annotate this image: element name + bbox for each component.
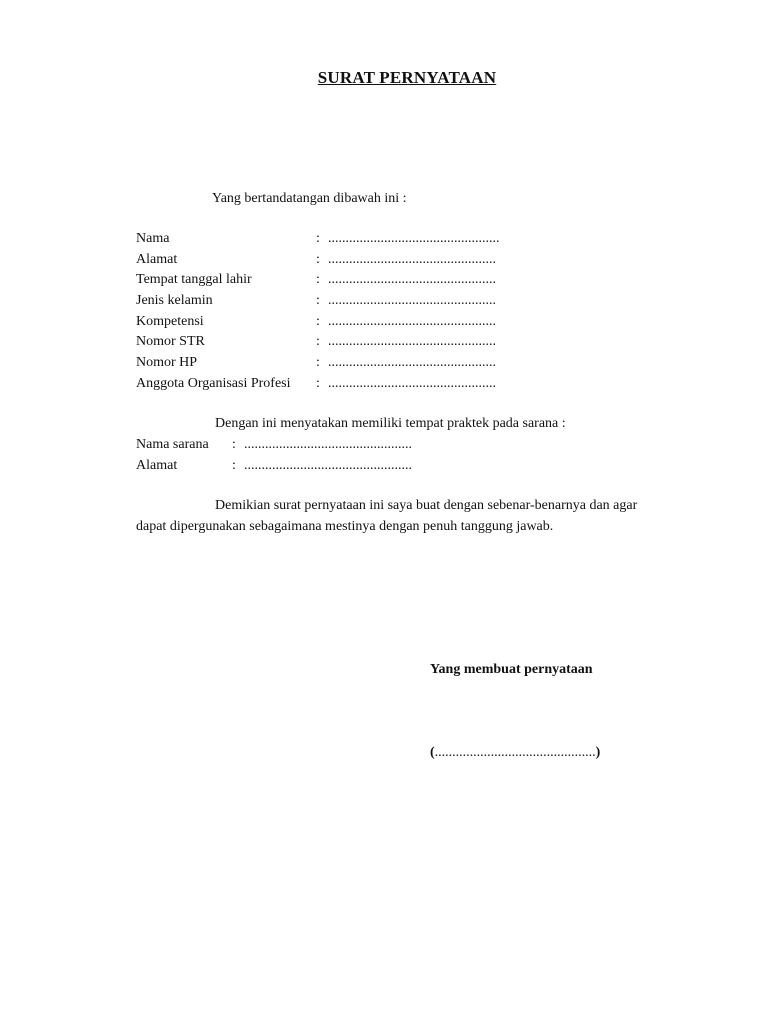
field-colon: : — [316, 314, 320, 329]
field-colon: : — [316, 355, 320, 370]
field-label: Tempat tanggal lahir — [136, 272, 252, 287]
intro-text: Yang bertandatangan dibawah ini : — [212, 191, 407, 206]
field-colon: : — [316, 334, 320, 349]
field-blank: ................................................ — [328, 334, 496, 349]
field-label: Nomor STR — [136, 334, 205, 349]
field-colon: : — [232, 458, 236, 473]
field-anggota-organisasi — [136, 374, 656, 394]
field-blank: ................................................ — [244, 458, 412, 473]
document-title: SURAT PERNYATAAN — [317, 68, 497, 87]
field-label: Nomor HP — [136, 355, 198, 370]
field-kompetensi — [136, 312, 656, 332]
field-colon: : — [316, 293, 320, 308]
field-alamat-sarana — [136, 456, 536, 476]
statement-text: Dengan ini menyatakan memiliki tempat praktek pada sarana : — [215, 416, 566, 431]
signature-line — [430, 743, 600, 763]
field-jenis-kelamin — [136, 291, 656, 311]
field-colon: : — [232, 437, 236, 452]
field-colon: : — [316, 252, 320, 267]
field-blank: ................................................ — [328, 272, 496, 287]
closing-text-line-1: Demikian surat pernyataan ini saya buat dengan sebenar-benarnya dan agar — [215, 498, 638, 513]
field-label: Jenis kelamin — [136, 293, 213, 308]
field-blank: ................................................ — [328, 293, 496, 308]
field-label: Nama — [136, 231, 170, 246]
signature-open-paren: ( — [430, 745, 435, 760]
field-nomor-hp — [136, 353, 656, 373]
field-nama — [136, 229, 656, 249]
field-colon: : — [316, 231, 320, 246]
field-label: Alamat — [136, 458, 178, 473]
field-blank: ................................................ — [328, 252, 496, 267]
signature-close-paren: ) — [595, 745, 601, 760]
closing-text-line-2: dapat dipergunakan sebagaimana mestinya dengan penuh tanggung jawab. — [136, 519, 554, 534]
field-blank: ................................................. — [328, 231, 500, 246]
field-label: Anggota Organisasi Profesi — [136, 376, 291, 391]
field-nama-sarana — [136, 435, 536, 455]
field-alamat — [136, 250, 656, 270]
field-blank: ................................................ — [328, 314, 496, 329]
field-blank: ................................................ — [244, 437, 412, 452]
field-colon: : — [316, 272, 320, 287]
field-label: Alamat — [136, 252, 178, 267]
field-label: Nama sarana — [136, 437, 209, 452]
field-tempat-tanggal-lahir — [136, 270, 656, 290]
field-blank: ................................................ — [328, 376, 496, 391]
field-blank: ................................................ — [328, 355, 496, 370]
signature-blank: .............................................. — [434, 745, 596, 760]
field-colon: : — [316, 376, 320, 391]
field-label: Kompetensi — [136, 314, 204, 329]
field-nomor-str — [136, 332, 656, 352]
signature-title: Yang membuat pernyataan — [430, 662, 593, 677]
